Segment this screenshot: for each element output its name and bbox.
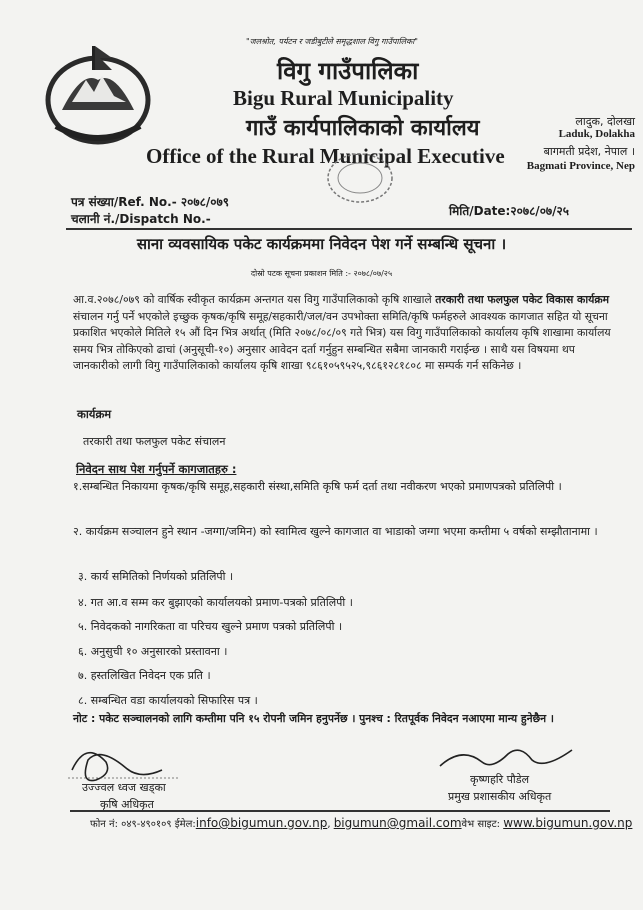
document-item: ६. अनुसुची १० अनुसारको प्रस्तावना । [78,645,228,658]
website-label: वेभ साइट: [461,819,500,830]
program-highlight: तरकारी तथा फलफुल पकेट विकास कार्यक्रम [435,293,610,306]
program-heading: कार्यक्रम [77,407,112,421]
office-stamp-icon [325,150,395,206]
divider [66,228,632,230]
footer-divider [70,810,610,812]
document-item: ४. गत आ.व सम्म कर बुझाएको कार्यालयको प्रमाण-पत्रको प्रतिलिपी । [78,596,353,609]
notice-subtitle: दोस्रो पटक सूचना प्रकाशन मिति :- २०७८/०७/२५ [250,269,393,278]
email-link[interactable]: info@bigumun.gov.np [195,816,328,830]
note: नोट : पकेट सञ्चालनको लागि कम्तीमा पनि १५ रोपनी जमिन हनुपर्नेछ । पुनश्च : रितपूर्वक निवेदन नआएमा मान्य हुनेछैन । [73,712,555,725]
website-link[interactable]: www.bigumun.gov.np [503,816,633,830]
documents-heading: निवेदन साथ पेश गर्नुपर्ने कागजातहरु : [76,462,237,476]
email-link[interactable]: bigumun@gmail.com [333,816,462,830]
document-item: ७. हस्तलिखित निवेदन एक प्रति । [78,669,211,682]
address-line: Laduk, Dolakha [558,128,635,140]
document-item: ८. सम्बन्धित वडा कार्यालयको सिफारिस पत्र । [78,694,258,707]
dispatch-number: चलानी नं./Dispatch No.- [71,212,211,226]
address-line: Bagmati Province, Nep [526,160,635,172]
footer-contact: फोन नं: ०४९-४९०१०९ ईमेल:info@bigumun.gov.np, bigumun@gmail.comवेभ साइट: www.bigumun.gov.np [90,816,633,830]
document-item: १.सम्बन्धित निकायमा कृषक/कृषि समूह,सहकारी संस्था,समिति कृषि फर्म दर्ता तथा नवीकरण भएको प्रमाणपत्रको प्रतिलिपी । [73,480,562,493]
office-name-english: Office of the Rural Municipal Executive [146,144,505,168]
municipality-name-nepali: विगु गाउँपालिका [277,57,419,85]
address-line: बागमती प्रदेश, नेपाल । [543,145,635,158]
notice-body: आ.व.२०७८/०७९ को वार्षिक स्वीकृत कार्यक्रम अन्तगत यस विगु गाउँपालिकाको कृषि शाखाले तरकारी तथा फलफुल पकेट विकास कार्यक्रम संचालन गर्नु पर्ने भएकोले इच्छुक कृषक/कृषि समूह/सहकारी/जल/वन उपभोक्ता समिति/कृषि फर्महरुले आवश्यक कागजात सहित यो सूचना प्रकाशित भएकोले मितिले १५ औं दिन भित्र अर्थात् (मिति २०७८/०८/०९ गते भित्र) यस विगु गाउँपालिकाको कार्यालय कृषि शाखामा कार्यालय समय भित्र तोकिएको ढाचां (अनुसूची-१०) अनुसार आवेदन दर्ता गर्नुहुन सम्बन्धित सबैमा जानकारी गराईन्छ । साथै यस विषयमा थप जानकारीको लागी विगु गाउँपालिकाको कार्यालय कृषि शाखा ९८६१०५९५२५,९८६१२८१८०८ मा सम्पर्क गर्न सकिनेछ । [73,293,611,372]
document-item: ३. कार्य समितिको निर्णयको प्रतिलिपी । [78,570,234,583]
office-name-nepali: गाउँ कार्यपालिकाको कार्यालय [246,116,480,141]
document-item: ५. निवेदकको नागरिकता वा परिचय खुल्ने प्रमाण पत्रको प्रतिलिपी । [78,620,343,633]
municipality-name-english: Bigu Rural Municipality [233,86,454,110]
program-name: तरकारी तथा फलफुल पकेट संचालन [83,435,226,448]
address-line: लादुक, दोलखा [575,115,635,128]
document-item: २. कार्यक्रम सञ्चालन हुने स्थान -जग्गा/जमिन) को स्वामित्व खुल्ने कागजात वा भाडाको जग्गा भएमा कम्तीमा ५ वर्षको सम्झौतानामा । [73,525,598,538]
signatory-right-title: प्रमुख प्रशासकीय अधिकृत [448,790,552,803]
signatory-right-name: कृष्णहरि पौडेल [470,773,530,786]
reference-number: पत्र संख्या/Ref. No.- २०७८/०७९ [71,195,229,209]
nepal-emblem-icon [42,40,154,148]
footer-phone: फोन नं: ०४९-४९०१०९ ईमेल: [90,819,196,830]
motto: "जलश्रोत, पर्यटन र जडीबुटीले समृद्धशाल विगु गाउँपालिका" [246,37,418,46]
document-date: मिति/Date:२०७८/०७/२५ [449,204,570,218]
signatory-left-name: उज्ज्वल ध्वज खड्का [82,781,166,794]
notice-title: साना व्यवसायिक पकेट कार्यक्रममा निवेदन पेश गर्ने सम्बन्धि सूचना । [136,235,507,253]
signatory-left-title: कृषि अधिकृत [100,798,154,811]
